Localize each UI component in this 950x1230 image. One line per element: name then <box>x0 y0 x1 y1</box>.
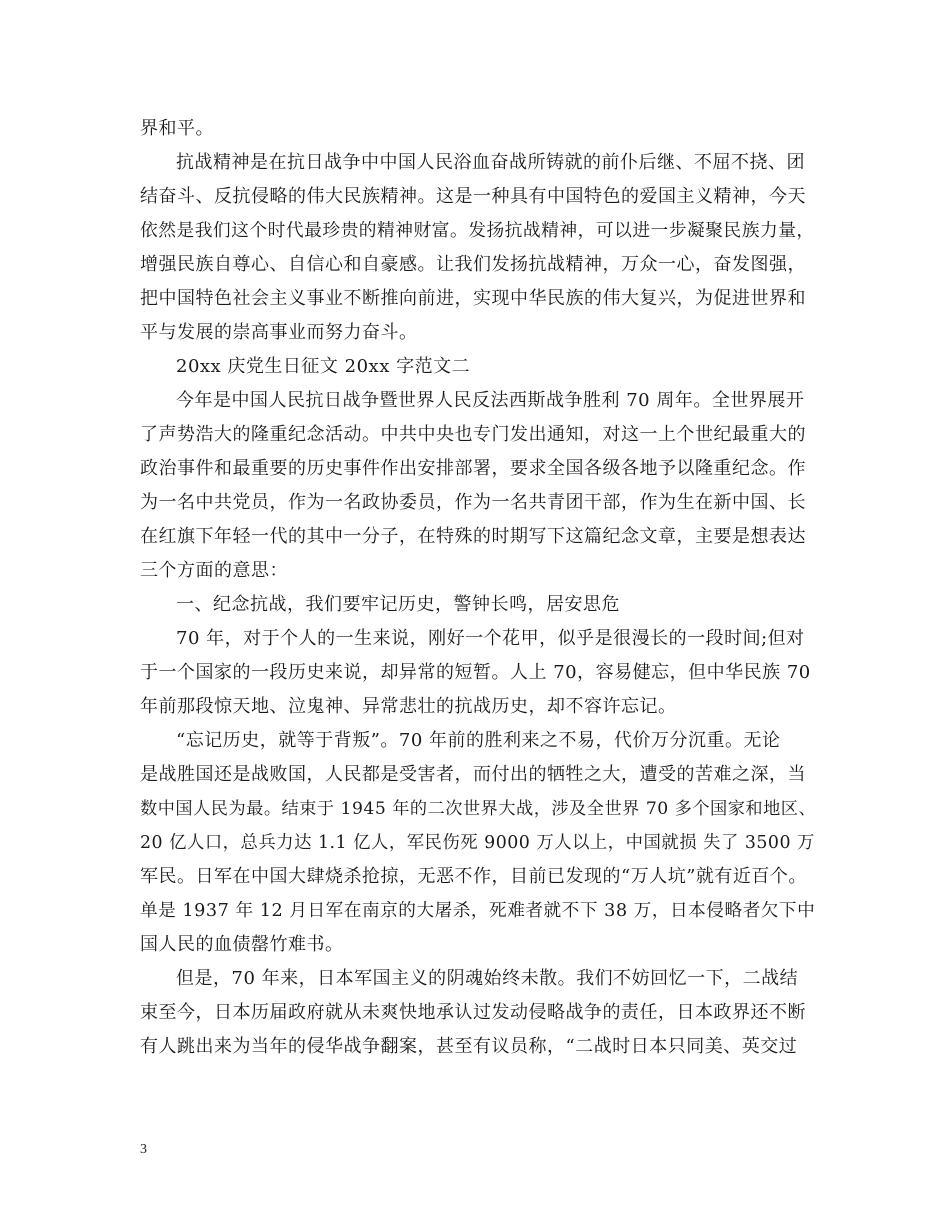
text-line: 国人民的血债罄竹难书。 <box>140 934 344 955</box>
text-line: 数中国人民为最。结束于 1945 年的二次世界大战，涉及全世界 70 多个国家和地区、 <box>140 799 817 819</box>
text-line: 界和平。 <box>140 118 214 139</box>
text-line: 今年是中国人民抗日战争暨世界人民反法西斯战争胜利 70 周年。全世界展开 <box>176 390 805 411</box>
text-line: 抗战精神是在抗日战争中中国人民浴血奋战所铸就的前仆后继、不屈不挠、团 <box>176 152 805 173</box>
document-body <box>140 112 815 1064</box>
text-line: 在红旗下年轻一代的其中一分子，在特殊的时期写下这篇纪念文章，主要是想表达 <box>140 526 806 547</box>
text-line: 20 亿人口，总兵力达 1.1 亿人，军民伤死 9000 万人以上，中国就损 失了 3500 万 <box>140 833 815 853</box>
text-line: 但是，70 年来，日本军国主义的阴魂始终未散。我们不妨回忆一下，二战结 <box>176 968 799 989</box>
text-line: 70 年，对于个人的一生来说，刚好一个花甲，似乎是很漫长的一段时间;但对 <box>176 628 805 649</box>
text-line: 束至今，日本历届政府就从未爽快地承认过发动侵略战争的责任，日本政界还不断 <box>140 1002 806 1023</box>
text-line: 政治事件和最重要的历史事件作出安排部署，要求全国各级各地予以隆重纪念。作 <box>140 458 806 479</box>
text-line: “忘记历史，就等于背叛”。70 年前的胜利来之不易，代价万分沉重。无论 <box>176 730 781 751</box>
page-number: 3 <box>140 1142 147 1157</box>
text-line: 单是 1937 年 12 月日军在南京的大屠杀，死难者就不下 38 万，日本侵略者欠下中 <box>140 901 816 921</box>
text-line: 增强民族自尊心、自信心和自豪感。让我们发扬抗战精神，万众一心，奋发图强， <box>140 254 806 275</box>
text-line: 依然是我们这个时代最珍贵的精神财富。发扬抗战精神，可以进一步凝聚民族力量， <box>140 221 815 241</box>
text-line: 军民。日军在中国大肆烧杀抢掠，无恶不作，目前已发现的“万人坑”就有近百个。 <box>140 866 807 887</box>
text-line: 是战胜国还是战败国，人民都是受害者，而付出的牺牲之大，遭受的苦难之深，当 <box>140 764 806 785</box>
text-line: 于一个国家的一段历史来说，却异常的短暂。人上 70，容易健忘，但中华民族 70 <box>140 662 811 683</box>
text-line: 年前那段惊天地、泣鬼神、异常悲壮的抗战历史，却不容许忘记。 <box>140 696 677 717</box>
text-line: 20xx 庆党生日征文 20xx 字范文二 <box>176 356 471 377</box>
text-line: 了声势浩大的隆重纪念活动。中共中央也专门发出通知，对这一上个世纪最重大的 <box>140 424 806 445</box>
text-line: 一、纪念抗战，我们要牢记历史，警钟长鸣，居安思危 <box>176 594 620 615</box>
text-line: 结奋斗、反抗侵略的伟大民族精神。这是一种具有中国特色的爱国主义精神，今天 <box>140 186 806 207</box>
text-line: 三个方面的意思： <box>140 560 288 581</box>
text-line: 有人跳出来为当年的侵华战争翻案，甚至有议员称，“二战时日本只同美、英交过 <box>140 1036 798 1057</box>
text-line: 为一名中共党员，作为一名政协委员，作为一名共青团干部，作为生在新中国、长 <box>140 492 806 513</box>
text-line: 把中国特色社会主义事业不断推向前进，实现中华民族的伟大复兴，为促进世界和 <box>140 288 806 309</box>
text-line: 平与发展的崇高事业而努力奋斗。 <box>140 322 418 343</box>
